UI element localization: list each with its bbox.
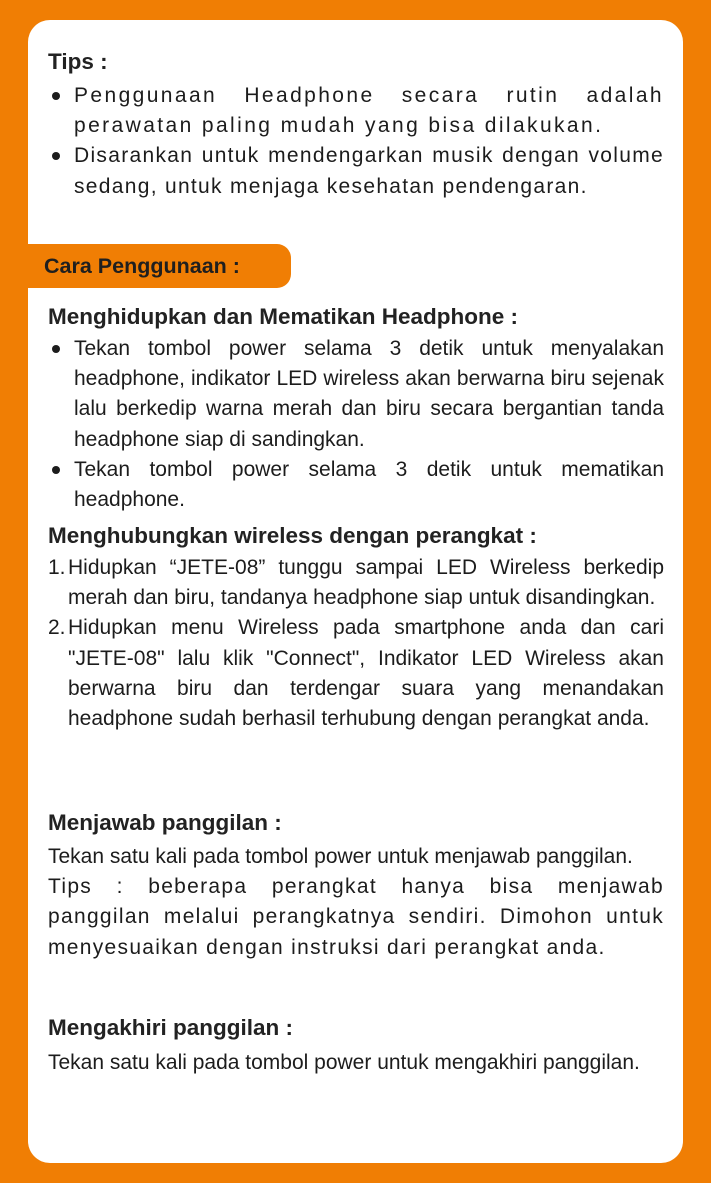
bullet-icon [52, 152, 60, 160]
pairing-title: Menghubungkan wireless dengan perangkat : [48, 523, 537, 548]
list-item: 1. Hidupkan “JETE-08” tunggu sampai LED Wireless berkedip merah dan biru, tandanya headphone siap untuk disandingkan. [48, 556, 664, 610]
bullet-icon [52, 92, 60, 100]
list-item: 2. Hidupkan menu Wireless pada smartphone anda dan cari "JETE-08" lalu klik "Connect", Indikator LED Wireless akan berwarna biru dan terdengar suara yang menandakan headphone sudah berhasil terhubung dengan perangkat anda. [48, 616, 664, 731]
end-section [48, 1013, 664, 1078]
list-item: Tekan tombol power selama 3 detik untuk menyalakan headphone, indikator LED wireless akan berwarna biru sejenak lalu berkedip warna merah dan biru secara bergantian tanda headphone siap di sandingkan. [48, 334, 664, 455]
section-tag [28, 244, 291, 288]
bullet-icon [52, 345, 60, 353]
tips-title: Tips : [48, 49, 108, 74]
answer-title: Menjawab panggilan : [48, 810, 282, 835]
pairing-section [48, 521, 664, 734]
list-item: Penggunaan Headphone secara rutin adalah perawatan paling mudah yang bisa dilakukan. [48, 81, 664, 141]
power-section [48, 302, 664, 515]
answer-section [48, 808, 664, 963]
answer-text: Tekan satu kali pada tombol power untuk menjawab panggilan. [48, 845, 633, 868]
list-item: Disarankan untuk mendengarkan musik dengan volume sedang, untuk menjaga kesehatan pendengaran. [48, 141, 664, 201]
bullet-icon [52, 466, 60, 474]
power-title: Menghidupkan dan Mematikan Headphone : [48, 304, 519, 329]
tips-section [48, 47, 664, 202]
section-tag-label: Cara Penggunaan : [44, 253, 240, 278]
end-title: Mengakhiri panggilan : [48, 1015, 294, 1040]
answer-tip: Tips : beberapa perangkat hanya bisa menjawab panggilan melalui perangkatnya sendiri. Dimohon untuk menyesuaikan dengan instruksi dari perangkat anda. [48, 875, 664, 959]
end-text: Tekan satu kali pada tombol power untuk mengakhiri panggilan. [48, 1051, 640, 1074]
list-item: Tekan tombol power selama 3 detik untuk mematikan headphone. [48, 455, 664, 515]
